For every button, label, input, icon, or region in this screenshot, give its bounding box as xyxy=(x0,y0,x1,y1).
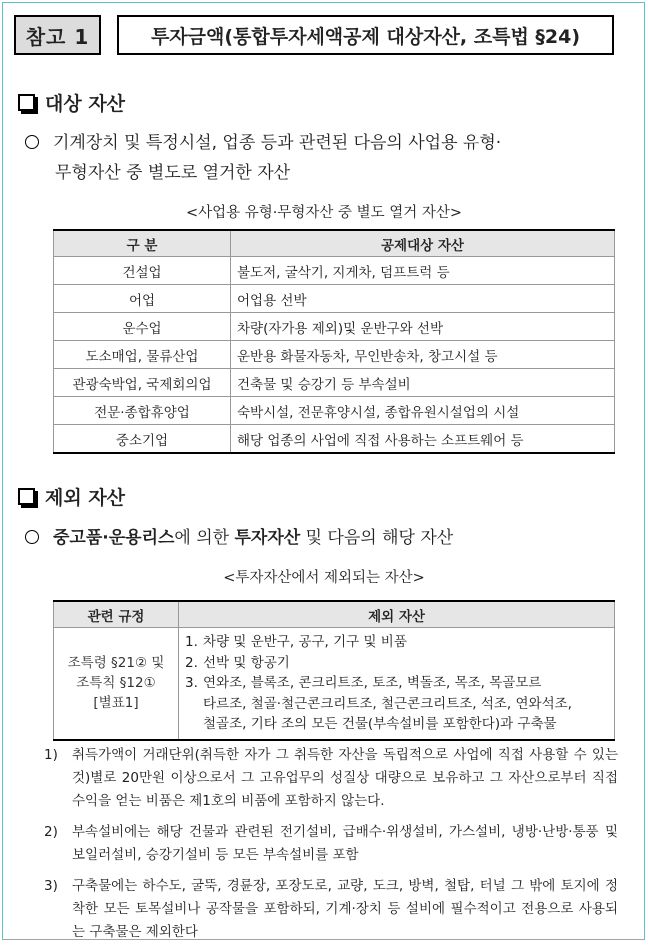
table-caption: <투자자산에서 제외되는 자산> xyxy=(223,570,425,586)
table-cell: 전문·종합휴양업 xyxy=(54,397,231,425)
table-header-row xyxy=(54,230,615,257)
table-row xyxy=(54,397,615,425)
table-header-row xyxy=(54,601,615,628)
table-row xyxy=(54,285,615,313)
item-text-line: 연와조, 블록조, 콘크리트조, 토조, 벽돌조, 목조, 목골모르 xyxy=(203,675,542,691)
table-cell: 운반용 화물자동차, 무인반송차, 창고시설 등 xyxy=(231,341,615,369)
bold-term: 투자자산 xyxy=(234,528,301,548)
reference-label: 참고 1 xyxy=(14,15,101,55)
section2-paragraph xyxy=(25,523,453,553)
footnote-number: 2) xyxy=(44,824,58,840)
table-row xyxy=(54,425,615,454)
table-row xyxy=(54,369,615,397)
footnote-text: 부속설비에는 해당 건물과 관련된 전기설비, 급배수·위생설비, 가스설비, 냉방·난방·통풍 및 보일러설비, 승강기설비 등 모든 부속설비를 포함 xyxy=(72,824,618,863)
list-item xyxy=(185,673,608,735)
paragraph-text: 에 의한 xyxy=(174,528,235,548)
footnotes xyxy=(44,744,618,952)
table-cell: 건설업 xyxy=(54,257,231,285)
table-row xyxy=(54,628,615,740)
table-header: 구 분 xyxy=(54,230,231,257)
table-cell: 관광숙박업, 국제회의업 xyxy=(54,369,231,397)
table-cell: 운수업 xyxy=(54,313,231,341)
section1-paragraph xyxy=(25,128,501,188)
footnote xyxy=(44,821,618,867)
table-cell: 불도저, 굴삭기, 지게차, 덤프트럭 등 xyxy=(231,257,615,285)
regulation-cell xyxy=(54,628,179,740)
section-heading-text: 대상 자산 xyxy=(45,93,126,115)
paragraph-line: 기계장치 및 특정시설, 업종 등과 관련된 다음의 사업용 유형· xyxy=(53,133,502,153)
table-header: 공제대상 자산 xyxy=(231,230,615,257)
section-heading-excluded-assets xyxy=(18,483,125,510)
table-cell: 중소기업 xyxy=(54,425,231,454)
table-cell: 숙박시설, 전문휴양시설, 종합유원시설업의 시설 xyxy=(231,397,615,425)
item-text-line: 철골조, 기타 조의 모든 건물(부속설비를 포함한다)과 구축물 xyxy=(203,716,557,732)
table-row xyxy=(54,313,615,341)
excluded-assets-cell xyxy=(179,628,615,740)
table-row xyxy=(54,341,615,369)
table-cell: 해당 업종의 사업에 직접 사용하는 소프트웨어 등 xyxy=(231,425,615,454)
item-number: 2. xyxy=(185,654,198,671)
footnote-number: 1) xyxy=(44,747,58,763)
page-title: 투자금액(통합투자세액공제 대상자산, 조특법 §24) xyxy=(117,15,614,55)
table-cell: 건축물 및 승강기 등 부속설비 xyxy=(231,369,615,397)
item-text: 선박 및 항공기 xyxy=(203,654,290,671)
regulation-line: 조특령 §21② 및 xyxy=(67,655,165,672)
footnote-text: 구축물에는 하수도, 굴뚝, 경륜장, 포장도로, 교량, 도크, 방벽, 철탑, 터널 그 밖에 토지에 정착한 모든 토목설비나 공작물을 포함하되, 기계·장치 등 설비에 필수적이고 전용으로 사용되는 구축물은 제외한다 xyxy=(72,878,618,940)
checkbox-square-icon xyxy=(18,488,35,505)
section-heading-target-assets xyxy=(18,89,125,116)
circle-bullet-icon xyxy=(25,530,39,544)
item-number: 3. xyxy=(185,675,198,691)
table-row xyxy=(54,257,615,285)
footnote xyxy=(44,744,618,813)
target-assets-table xyxy=(53,229,615,454)
regulation-line: 조특칙 §12① xyxy=(76,675,156,692)
table-cell: 어업용 선박 xyxy=(231,285,615,313)
item-number: 1. xyxy=(185,634,198,650)
paragraph-text: 및 다음의 해당 자산 xyxy=(300,528,454,548)
footnote-number: 3) xyxy=(44,878,58,894)
circle-bullet-icon xyxy=(25,135,39,149)
section-heading-text: 제외 자산 xyxy=(45,487,126,509)
item-text-line: 타르조, 철골·철근콘크리트조, 철근콘크리트조, 석조, 연와석조, xyxy=(203,695,572,712)
excluded-assets-table xyxy=(53,600,615,741)
regulation-line: [별표1] xyxy=(93,695,139,712)
list-item xyxy=(185,632,608,653)
footnote xyxy=(44,875,618,944)
item-text xyxy=(203,673,572,735)
item-text: 차량 및 운반구, 공구, 기구 및 비품 xyxy=(203,634,407,650)
table-header: 관련 규정 xyxy=(54,601,179,628)
checkbox-square-icon xyxy=(18,94,35,111)
table-cell: 차량(자가용 제외)및 운반구와 선박 xyxy=(231,313,615,341)
list-item xyxy=(185,653,608,674)
paragraph-line: 무형자산 중 별도로 열거한 자산 xyxy=(55,163,291,183)
table-caption: <사업용 유형·무형자산 중 별도 열거 자산> xyxy=(185,205,463,221)
table-cell: 어업 xyxy=(54,285,231,313)
footnote-text: 취득가액이 거래단위(취득한 자가 그 취득한 자산을 독립적으로 사업에 직접 사용할 수 있는 것)별로 20만원 이상으로서 그 고유업무의 성질상 대량으로 보유하고 그 자산으로부터 직접 수익을 얻는 비품은 제1호의 비품에 포함하지 않는다. xyxy=(72,747,618,809)
bold-term: 중고품·운용리스 xyxy=(53,528,175,548)
table-cell: 도소매업, 물류산업 xyxy=(54,341,231,369)
table-header: 제외 자산 xyxy=(179,601,615,628)
